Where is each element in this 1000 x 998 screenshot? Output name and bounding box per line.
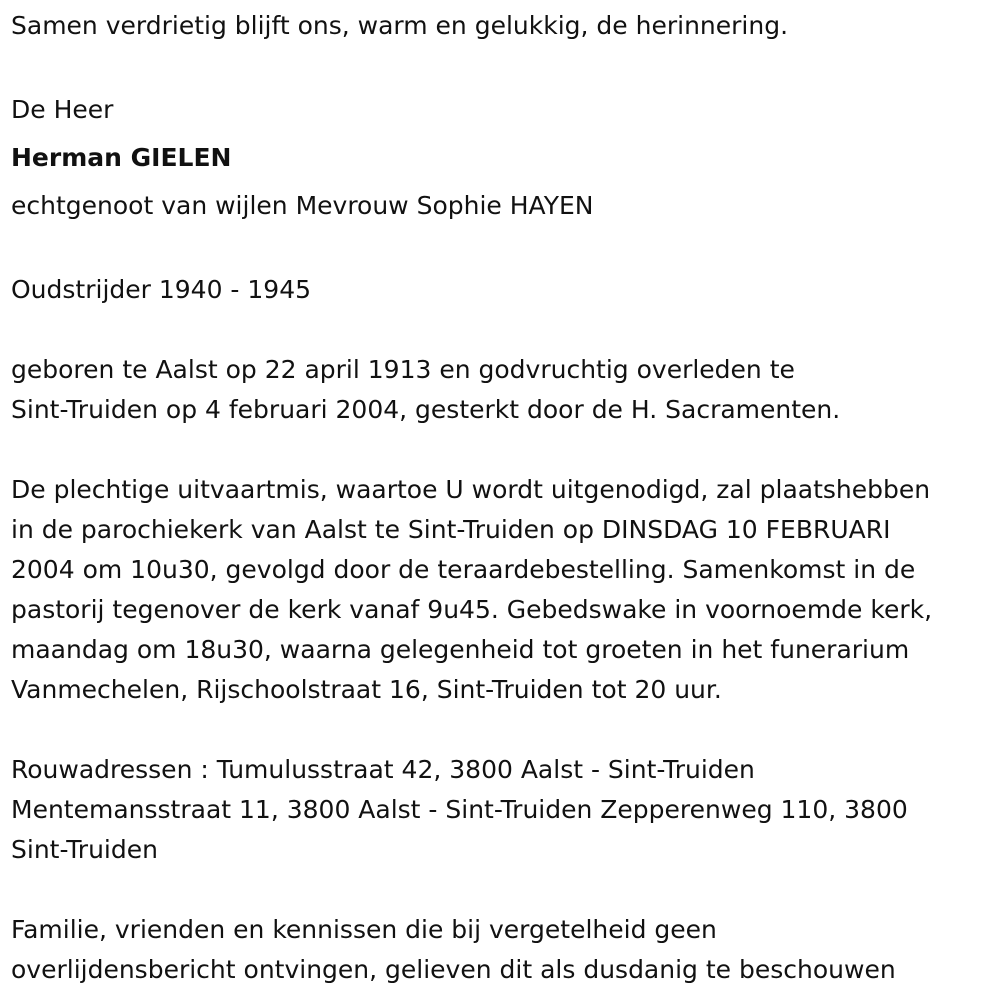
spacer [11, 46, 996, 86]
paragraph-line: geboren te Aalst op 22 april 1913 en godvruchtig overleden te [11, 355, 795, 384]
spacer [11, 870, 996, 910]
paragraph-line: De plechtige uitvaartmis, waartoe U wordt uitgenodigd, zal plaatshebben [11, 475, 931, 504]
obituary-notice [11, 6, 996, 990]
addresses-paragraph [11, 750, 996, 870]
birth-death-paragraph [11, 350, 996, 430]
paragraph-line: 2004 om 10u30, gevolgd door de teraardebestelling. Samenkomst in de [11, 555, 916, 584]
honorific-title: De Heer [11, 95, 114, 124]
spacer [11, 430, 996, 470]
spacer [11, 310, 996, 350]
paragraph-line: in de parochiekerk van Aalst te Sint-Truiden op DINSDAG 10 FEBRUARI [11, 515, 891, 544]
paragraph-line: Sint-Truiden [11, 835, 158, 864]
spacer [11, 710, 996, 750]
paragraph-line: Familie, vrienden en kennissen die bij vergetelheid geen [11, 915, 717, 944]
closing-paragraph [11, 910, 996, 990]
paragraph-line: pastorij tegenover de kerk vanaf 9u45. Gebedswake in voornoemde kerk, [11, 595, 933, 624]
spacer [11, 230, 996, 270]
paragraph-line: maandag om 18u30, waarna gelegenheid tot groeten in het funerarium [11, 635, 910, 664]
paragraph-line: Sint-Truiden op 4 februari 2004, gesterkt door de H. Sacramenten. [11, 395, 841, 424]
spouse-line: echtgenoot van wijlen Mevrouw Sophie HAYEN [11, 191, 594, 220]
deceased-name: Herman GIELEN [11, 143, 232, 172]
funeral-paragraph [11, 470, 996, 710]
paragraph-line: Vanmechelen, Rijschoolstraat 16, Sint-Truiden tot 20 uur. [11, 675, 722, 704]
paragraph-line: Mentemansstraat 11, 3800 Aalst - Sint-Truiden Zepperenweg 110, 3800 [11, 795, 908, 824]
veteran-line: Oudstrijder 1940 - 1945 [11, 275, 312, 304]
opening-quote: Samen verdrietig blijft ons, warm en gelukkig, de herinnering. [11, 11, 789, 40]
paragraph-line: overlijdensbericht ontvingen, gelieven dit als dusdanig te beschouwen [11, 955, 896, 984]
paragraph-line: Rouwadressen : Tumulusstraat 42, 3800 Aalst - Sint-Truiden [11, 755, 755, 784]
